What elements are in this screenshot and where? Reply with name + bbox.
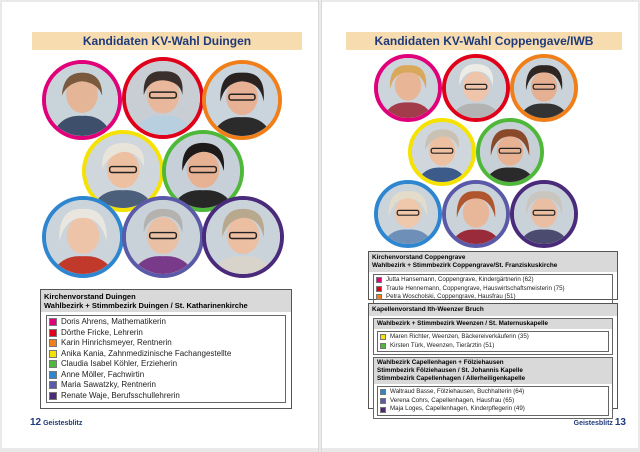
district-title: Wahlbezirk Capellenhagen + Fölziehausen bbox=[377, 359, 504, 367]
candidate-name: Renate Waje, Berufsschullehrerin bbox=[61, 390, 180, 400]
candidate-name: Dörthe Fricke, Lehrerin bbox=[61, 327, 143, 337]
color-swatch bbox=[380, 389, 386, 395]
candidate-box-ith-weenzer-bruch bbox=[368, 303, 618, 413]
candidate-photo bbox=[42, 60, 122, 140]
candidate-item bbox=[378, 405, 608, 414]
candidate-photo bbox=[510, 180, 578, 248]
color-swatch bbox=[380, 398, 386, 404]
candidate-name: Petra Woscholski, Coppengrave, Hausfrau (51) bbox=[386, 293, 516, 301]
candidate-list bbox=[46, 315, 286, 403]
candidate-name: Maja Loges, Capellenhagen, Kinderpflegerin (49) bbox=[390, 405, 525, 413]
candidate-item bbox=[47, 349, 285, 360]
candidate-item bbox=[378, 342, 608, 351]
color-swatch bbox=[49, 381, 57, 389]
box-heading bbox=[41, 290, 291, 312]
color-swatch bbox=[49, 339, 57, 347]
candidate-photo bbox=[408, 118, 476, 186]
candidate-item bbox=[378, 397, 608, 406]
candidate-name: Doris Ahrens, Mathematikerin bbox=[61, 317, 166, 326]
box-title: Kapellenvorstand Ith-Weenzer Bruch bbox=[372, 306, 484, 313]
candidate-box-coppengrave bbox=[368, 251, 618, 300]
box-heading bbox=[369, 252, 617, 272]
color-swatch bbox=[49, 371, 57, 379]
box-heading bbox=[369, 304, 617, 316]
color-swatch bbox=[49, 360, 57, 368]
candidate-name: Kirsten Türk, Weenzen, Tierärztin (51) bbox=[390, 341, 495, 349]
color-swatch bbox=[376, 294, 382, 300]
candidate-item bbox=[47, 317, 285, 328]
district-weenzen bbox=[373, 318, 613, 355]
district-line: Stimmbezirk Fölziehausen / St. Johannis Kapelle bbox=[377, 367, 523, 375]
district-capellenhagen bbox=[373, 357, 613, 419]
candidate-name: Traute Hennemann, Coppengrave, Hauswirtschaftsmeisterin (75) bbox=[386, 284, 565, 292]
box-title: Kirchenvorstand Coppengrave bbox=[372, 254, 466, 261]
candidate-item bbox=[47, 391, 285, 402]
candidate-list bbox=[373, 274, 613, 304]
candidate-name: Verena Cohrs, Capellenhagen, Hausfrau (65) bbox=[390, 396, 515, 404]
color-swatch bbox=[380, 407, 386, 413]
color-swatch bbox=[380, 334, 386, 340]
candidate-item bbox=[47, 370, 285, 381]
candidate-photo bbox=[510, 54, 578, 122]
candidate-item bbox=[47, 338, 285, 349]
box-subtitle: Wahlbezirk + Stimmbezirk Coppengrave/St. Franziskuskirche bbox=[372, 262, 558, 269]
district-line: Stimmbezirk Capellenhagen / Allerheiligenkapelle bbox=[377, 375, 526, 383]
candidate-photo bbox=[122, 196, 204, 278]
candidate-item bbox=[374, 285, 612, 294]
candidate-photo bbox=[42, 196, 124, 278]
color-swatch bbox=[49, 350, 57, 358]
candidate-item bbox=[374, 293, 612, 302]
left-page bbox=[2, 2, 318, 448]
page-footer bbox=[30, 417, 82, 428]
candidate-photo bbox=[202, 60, 282, 140]
candidate-photo bbox=[442, 54, 510, 122]
candidate-item bbox=[378, 333, 608, 342]
district-heading: Wahlbezirk + Stimmbezirk Weenzen / St. Maternuskapelle bbox=[374, 319, 612, 329]
color-swatch bbox=[49, 329, 57, 337]
candidate-name: Claudia Isabel Köhler, Erzieherin bbox=[61, 359, 178, 368]
candidate-item bbox=[47, 359, 285, 370]
candidate-photo bbox=[374, 54, 442, 122]
candidate-list bbox=[377, 386, 609, 416]
candidate-item bbox=[47, 380, 285, 391]
right-page-title: Kandidaten KV-Wahl Coppengave/IWB bbox=[346, 32, 622, 50]
page-number: 12 bbox=[30, 417, 42, 428]
candidate-name: Anne Möller, Fachwirtin bbox=[61, 369, 145, 379]
color-swatch bbox=[376, 286, 382, 292]
candidate-photo bbox=[122, 57, 204, 139]
color-swatch bbox=[380, 343, 386, 349]
candidate-name: Maren Richter, Weenzen, Bäckereiverkäuferin (35) bbox=[390, 333, 529, 340]
candidate-name: Jutta Hansemann, Coppengrave, Kindergärtnerin (62) bbox=[386, 276, 534, 283]
page-footer bbox=[574, 417, 626, 428]
district-heading bbox=[374, 358, 612, 384]
candidate-name: Karin Hinrichsmeyer, Rentnerin bbox=[61, 338, 172, 347]
page-number: 13 bbox=[614, 417, 626, 428]
candidate-photo bbox=[374, 180, 442, 248]
footer-brand: Geistesblitz bbox=[43, 420, 83, 427]
candidate-photo bbox=[476, 118, 544, 186]
candidate-name: Maria Sawatzky, Rentnerin bbox=[61, 380, 156, 389]
candidate-box-duingen bbox=[40, 289, 292, 409]
box-subtitle: Wahlbezirk + Stimmbezirk Duingen / St. Katharinenkirche bbox=[44, 301, 248, 310]
candidate-item bbox=[374, 276, 612, 285]
candidate-list bbox=[377, 331, 609, 352]
left-page-title: Kandidaten KV-Wahl Duingen bbox=[32, 32, 302, 50]
box-title: Kirchenvorstand Duingen bbox=[44, 292, 136, 301]
candidate-photo bbox=[442, 180, 510, 248]
footer-brand: Geistesblitz bbox=[573, 420, 613, 427]
candidate-name: Anika Kania, Zahnmedizinische Fachangestellte bbox=[61, 348, 232, 358]
color-swatch bbox=[49, 318, 57, 326]
candidate-item bbox=[378, 388, 608, 397]
right-page bbox=[322, 2, 638, 448]
candidate-item bbox=[47, 328, 285, 339]
color-swatch bbox=[376, 277, 382, 283]
candidate-name: Waltraud Basse, Fölziehausen, Buchhalterin (64) bbox=[390, 388, 525, 396]
candidate-photo bbox=[202, 196, 284, 278]
color-swatch bbox=[49, 392, 57, 400]
